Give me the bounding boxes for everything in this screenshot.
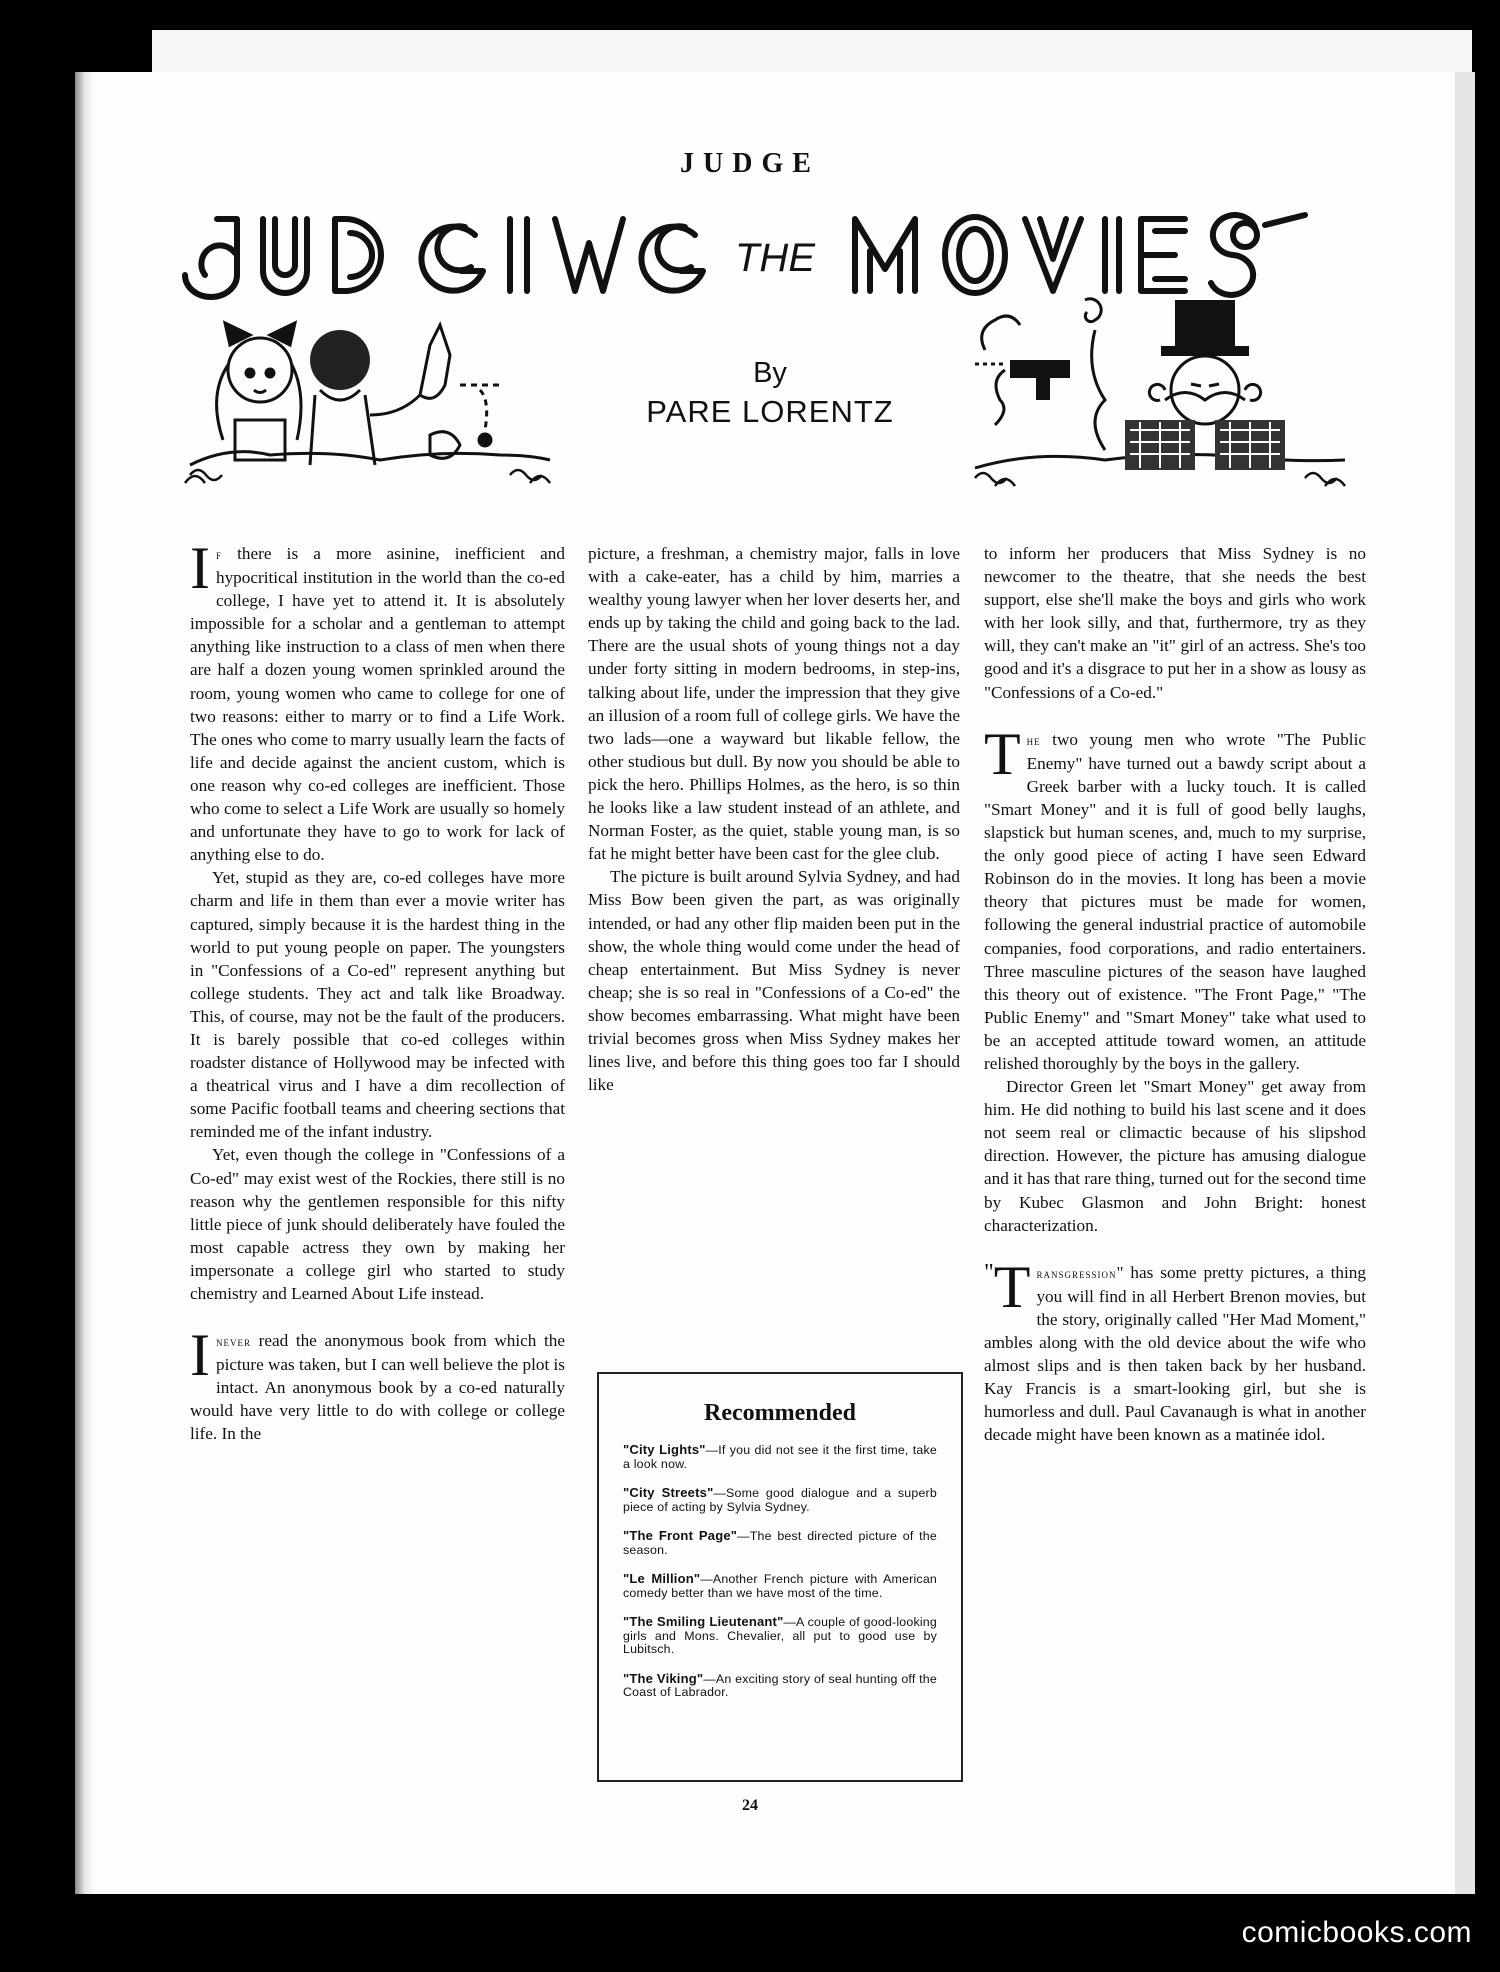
film-name: "The Viking"	[623, 1670, 704, 1686]
small-caps-lead: never	[215, 1334, 251, 1350]
film-name: "The Front Page"	[623, 1528, 738, 1543]
paragraph: Director Green let "Smart Money" get away from him. He did nothing to build his last scene and it does not seem real or climactic because of his slipshod direction. However, the picture has amusing dialogue and it has that rare thing, turned out for the second time by Kubec Glasmon and John Bright: honest characterization.	[984, 1077, 1366, 1235]
drop-cap: T	[984, 720, 1021, 787]
running-head: JUDGE	[680, 148, 820, 179]
byline	[620, 355, 920, 433]
article-column-3	[984, 542, 1366, 1446]
recommended-item	[623, 1615, 937, 1657]
paragraph	[190, 1322, 565, 1445]
drop-cap: I	[190, 535, 210, 601]
recommended-box	[597, 1372, 963, 1782]
cartoon-gangster-gambler	[965, 290, 1365, 495]
paragraph	[190, 535, 565, 866]
paragraph: Yet, even though the college in "Confessions of a Co-ed" may exist west of the Rockies, there still is no reason why the gentlemen responsible for this nifty little piece of junk should deliberately have fouled the most capable actress they own by making her impersonate a college girl who started to study chemistry and Learned About Life instead.	[190, 1145, 565, 1303]
recommended-item	[623, 1672, 937, 1700]
paragraph: The picture is built around Sylvia Sydney, and had Miss Bow been given the part, as was originally intended, or had any other flip maiden been put in the show, the whole thing would come under the head of cheap entertainment. But Miss Sydney is never cheap; she is so real in "Confessions of a Co-ed" the show becomes embarrassing. What might have been trivial becomes gross when Miss Sydney makes her lines live, and before this thing goes too far I should like	[588, 867, 960, 1095]
film-name: "The Smiling Lieutenant"	[623, 1614, 784, 1629]
small-caps-lead: he	[1026, 732, 1041, 748]
article-column-2	[588, 542, 960, 1096]
film-note: —The best directed picture of the season.	[623, 1529, 937, 1557]
paragraph-text: " has some pretty pictures, a thing you will find in all Herbert Brenon movies, but the story, originally called "Her Mad Moment," ambles along with the old device about the wife who almost slips and is then taken back by her husband. Kay Francis is a smart-looking girl, but she is humorless and dull. Paul Cavanaugh is what in another decade might have been known as a matinée idol.	[984, 1262, 1366, 1445]
film-name: "City Lights"	[623, 1442, 706, 1457]
drop-cap: T	[993, 1253, 1031, 1320]
recommended-item	[623, 1443, 937, 1471]
paragraph-text: read the anonymous book from which the picture was taken, but I can well believe the plot is intact. An anonymous book by a co-ed naturally would have very little to do with college or college life. In the	[190, 1331, 565, 1444]
paragraph	[984, 720, 1366, 1075]
film-note: —If you did not see it the first time, take a look now.	[623, 1443, 937, 1471]
paragraph: Yet, stupid as they are, co-ed colleges have more charm and life in them than ever a movie writer has captured, simply because it is the hardest thing in the world to put young people on paper. The youngsters in "Confessions of a Co-ed" represent anything but college students. They act and talk like Broadway. This, of course, may not be the fault of the producers. It is barely possible that co-ed colleges within roadster distance of Hollywood may be infected with a theatrical virus and I have a dim recollection of some Pacific football teams and cheering sections that reminded me of the infant industry.	[190, 868, 565, 1142]
paragraph: picture, a freshman, a chemistry major, falls in love with a cake-eater, has a child by him, marries a wealthy young lawyer when her lover deserts her, and ends up by taking the child and going back to the lad. There are the usual shots of young things not a day under forty sitting in modern bedrooms, in step-ins, talking about life, under the impression that they give an illusion of a room full of college girls. We have the two lads—one a wayward but likable fellow, the other studious but dull. By now you should be able to pick the hero. Phillips Holmes, as the hero, is so thin he looks like a law student instead of an athlete, and Norman Foster, as the quiet, stable young man, is so fat he might better have been cast for the glee club.	[588, 544, 960, 864]
paragraph: to inform her producers that Miss Sydney is no newcomer to the theatre, that she needs the best support, else she'll make the boys and girls who work with her look silly, and that, furthermore, try as they will, they can't make an "it" girl of an actress. She's too good and it's a disgrace to put her in a show as lousy as "Confessions of a Co-ed."	[984, 544, 1366, 702]
page-right-edge	[1455, 72, 1475, 1894]
paragraph-text: there is a more asinine, inefficient and hypocritical institution in the world than the co-ed college, I have yet to attend it. It is absolutely impossible for a scholar and a gentleman to attempt anything like instruction to a class of men when there are half a dozen young women sprinkled around the room, young women who came to college for one of two reasons: either to marry or to find a Life Work. The ones who come to marry usually learn the facts of life and decide against the ancient custom, which is one reason why co-ed colleges are inefficient. Those who come to select a Life Work are usually so homely and unfortunate they have to go to work for lack of anything else to do.	[190, 544, 565, 865]
article-column-1	[190, 535, 565, 1446]
paragraph-text: two young men who wrote "The Public Enemy" have turned out a bawdy script about a Greek barber with a lucky touch. It is called "Smart Money" and it is full of good belly laughs, slapstick but human scenes, and, much to my surprise, the only good piece of acting I have seen Edward Robinson do in the movies. It long has been a movie theory that pictures must be made for women, following the general industrial practice of automobile companies, food corporations, and radio entertainers. Three masculine pictures of the season have laughed this theory out of existence. "The Front Page," "The Public Enemy" and "Smart Money" take what used to be an accepted attitude toward women, an attitude relished thoroughly by the boys in the gallery.	[984, 729, 1366, 1073]
film-note: —A couple of good-looking girls and Mons. Chevalier, all put to good use by Lubitsch.	[623, 1615, 937, 1656]
page-binding-shadow	[75, 72, 95, 1894]
paragraph	[984, 1253, 1366, 1447]
film-name: "City Streets"	[623, 1485, 714, 1500]
next-page-edge	[152, 30, 1472, 74]
recommended-item	[623, 1486, 937, 1514]
drop-cap: I	[190, 1322, 210, 1389]
page-number: 24	[742, 1797, 758, 1814]
title-word-the: THE	[735, 236, 815, 280]
small-caps-lead: ransgression	[1036, 1265, 1117, 1281]
film-note: —An exciting story of seal hunting off the Coast of Labrador.	[623, 1671, 937, 1699]
watermark: comicbooks.com	[1241, 1916, 1472, 1949]
byline-by: By	[753, 357, 787, 389]
film-note: —Some good dialogue and a superb piece of acting by Sylvia Sydney.	[623, 1486, 937, 1514]
byline-author: PARE LORENTZ	[646, 394, 894, 429]
recommended-item	[623, 1529, 937, 1557]
film-name: "Le Million"	[623, 1571, 701, 1586]
recommended-title: Recommended	[704, 1400, 856, 1426]
small-caps-lead: f	[215, 547, 222, 562]
cartoon-coed-couple	[180, 315, 570, 495]
opening-quote: "	[984, 1259, 994, 1286]
film-note: —Another French picture with American comedy better than we have most of the time.	[623, 1572, 937, 1600]
recommended-item	[623, 1572, 937, 1600]
